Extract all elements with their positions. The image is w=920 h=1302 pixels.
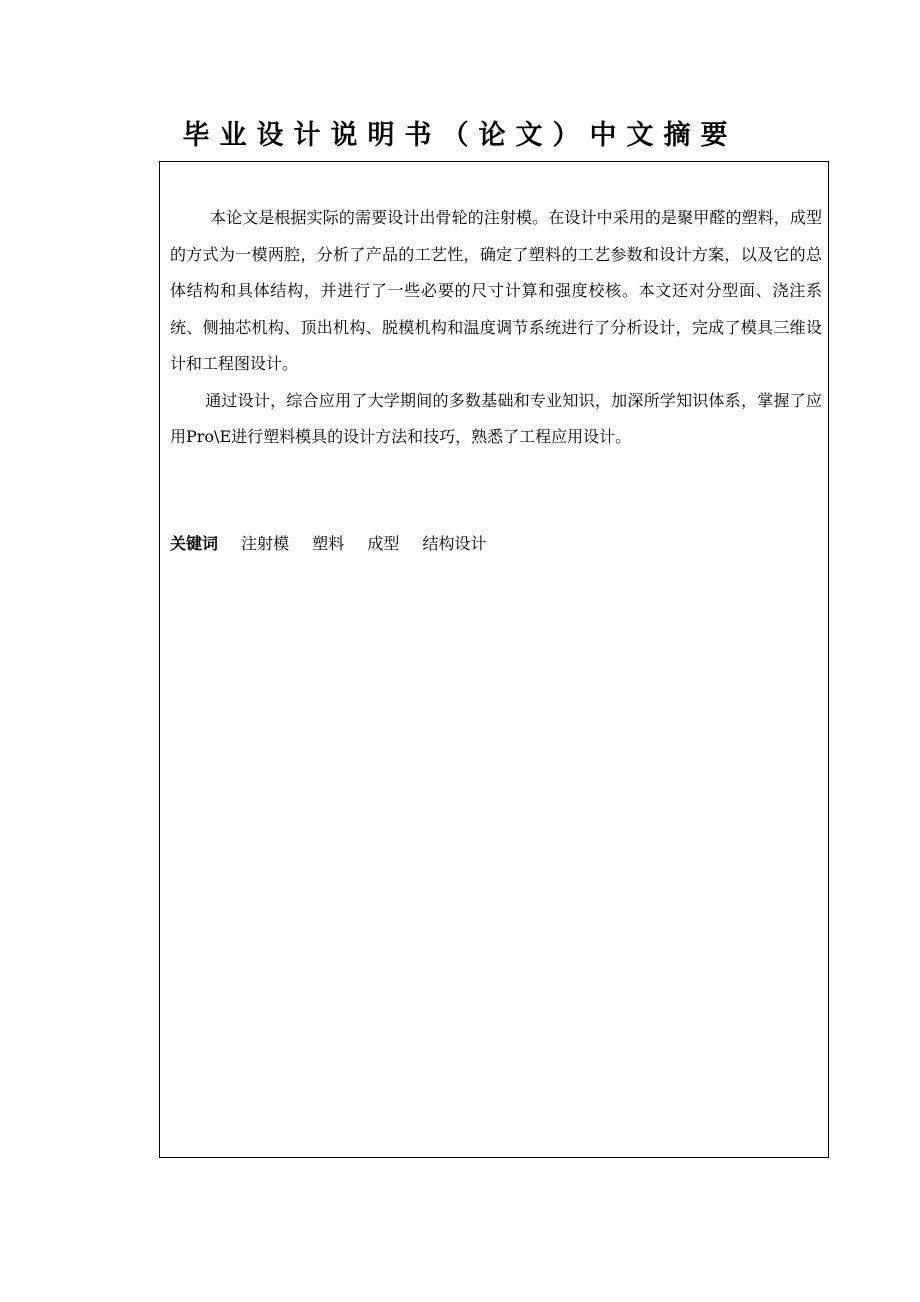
abstract-frame — [159, 161, 829, 1158]
keyword-item: 塑料 — [312, 534, 345, 553]
abstract-paragraph-1: 本论文是根据实际的需要设计出骨轮的注射模。在设计中采用的是聚甲醛的塑料，成型的方式为一模两腔，分析了产品的工艺性，确定了塑料的工艺参数和设计方案，以及它的总体结构和具体结构，并进行了一些必要的尺寸计算和强度校核。本文还对分型面、浇注系统、侧抽芯机构、顶出机构、脱模机构和温度调节系统进行了分析设计，完成了模具三维设计和工程图设计。 — [170, 208, 822, 373]
keyword-item: 成型 — [367, 534, 400, 553]
keywords-line — [170, 530, 504, 558]
keyword-item: 结构设计 — [422, 534, 487, 553]
page-title: 毕业设计说明书（论文）中文摘要 — [182, 120, 738, 151]
keywords-label: 关键词 — [170, 534, 219, 553]
abstract-paragraph-2: 通过设计，综合应用了大学期间的多数基础和专业知识，加深所学知识体系，掌握了应用Pro\E进行塑料模具的设计方法和技巧，熟悉了工程应用设计。 — [170, 390, 822, 446]
abstract-body — [170, 200, 822, 456]
keyword-item: 注射模 — [241, 534, 290, 553]
